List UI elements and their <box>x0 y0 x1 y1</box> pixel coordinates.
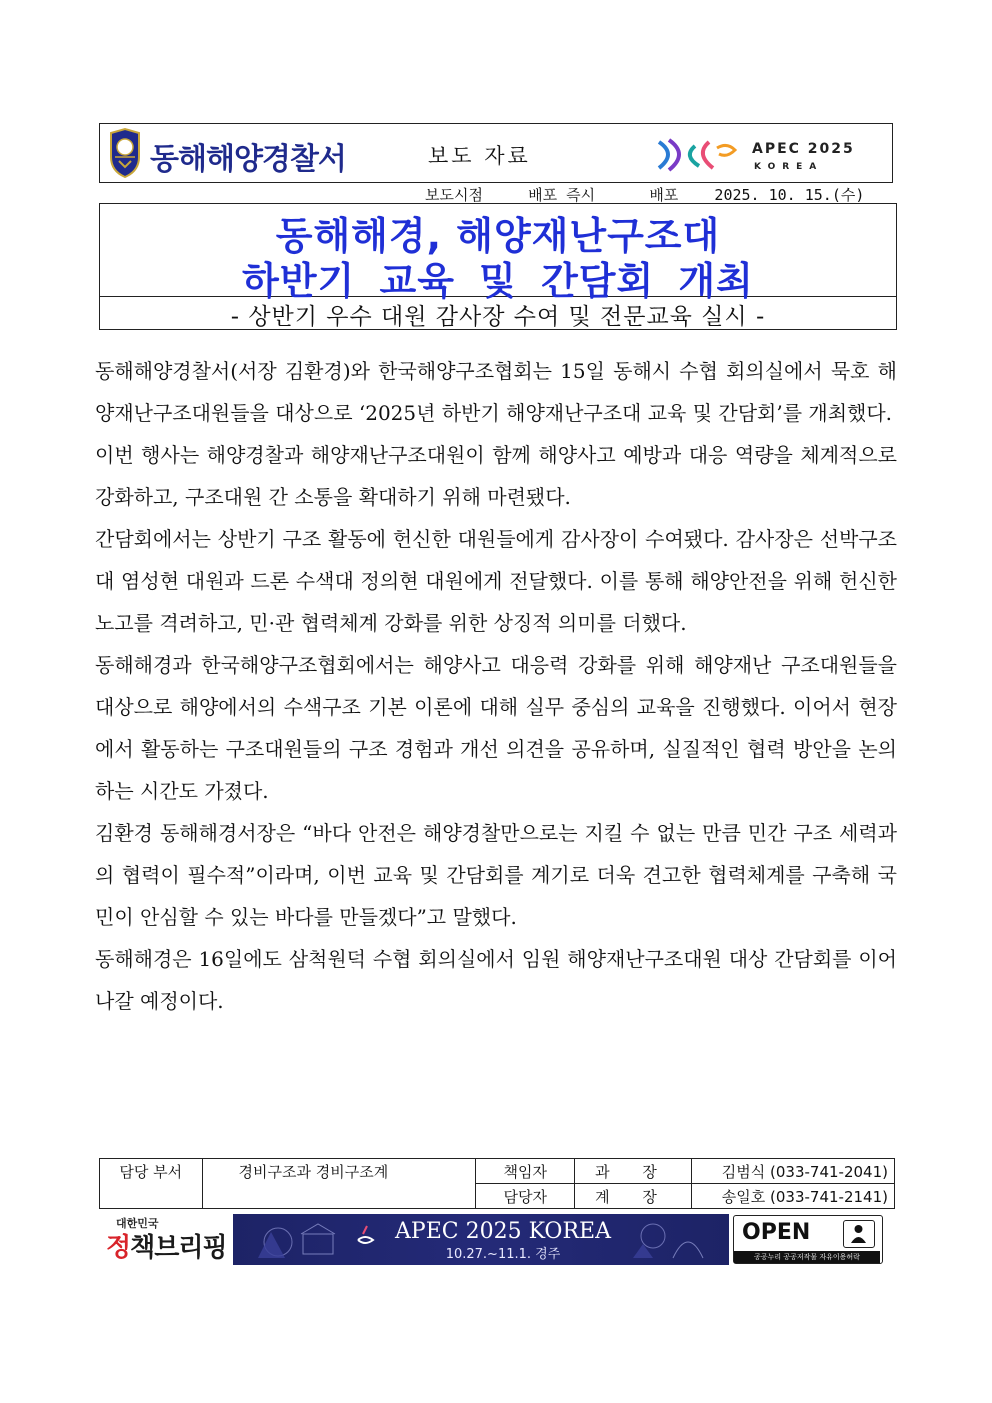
kogl-open-badge <box>733 1215 883 1264</box>
paragraph: 김환경 동해해경서장은 “바다 안전은 해양경찰만으로는 지킬 수 없는 만큼 민간 구조 세력과의 협력이 필수적”이라며, 이번 교육 및 간담회를 계기로 더욱 견고한 협력체계를 구축해 국민이 안심할 수 있는 바다를 만들겠다”고 말했다. <box>95 821 897 929</box>
apec-logo-line1: APEC 2025 <box>752 141 855 157</box>
banner-title: APEC 2025 KOREA <box>395 1219 611 1244</box>
contact-title: 계 장 <box>575 1184 692 1209</box>
headline-line-2: 하반기 교육 및 간담회 개최 <box>242 259 754 303</box>
apec-banner <box>233 1214 729 1265</box>
paragraph: 이번 행사는 해양경찰과 해양재난구조대원이 함께 해양사고 예방과 대응 역량을 체계적으로 강화하고, 구조대원 간 소통을 확대하기 위해 마련됐다. <box>95 443 897 509</box>
contact-title: 과 장 <box>575 1159 692 1184</box>
coast-guard-emblem-icon <box>107 127 143 179</box>
article-body <box>95 350 897 1022</box>
contact-role: 책임자 <box>476 1159 575 1184</box>
subheadline: - 상반기 우수 대원 감사장 수여 및 전문교육 실시 - <box>230 304 766 330</box>
doc-type-label: 보도 자료 <box>428 144 531 168</box>
contact-table <box>99 1158 895 1209</box>
policy-briefing-logo-rest: 책브리핑 <box>130 1233 227 1263</box>
policy-briefing-country: 대한민국 <box>116 1217 159 1230</box>
contact-person: 송일호 (033-741-2141) <box>691 1184 894 1209</box>
release-label: 보도시점 <box>425 186 483 204</box>
apec-logo-line2: KOREA <box>754 162 824 172</box>
release-date: 2025. 10. 15.(수) <box>714 186 865 204</box>
dept-label: 담당 부서 <box>100 1159 203 1209</box>
apec-2025-logo <box>655 132 865 176</box>
banner-dates: 10.27.~11.1. 경주 <box>445 1247 561 1262</box>
attribution-person-icon <box>843 1220 875 1248</box>
policy-briefing-logo-accent: 정 <box>106 1233 131 1263</box>
dept-name: 경비구조과 경비구조계 <box>202 1159 476 1209</box>
paragraph: 동해해양경찰서(서장 김환경)와 한국해양구조협회는 15일 동해시 수협 회의실에서 묵호 해양재난구조대원들을 대상으로 ‘2025년 하반기 해양재난구조대 교육 및 간담회’를 개최했다. <box>95 359 897 425</box>
table-row <box>100 1159 895 1184</box>
paragraph: 간담회에서는 상반기 구조 활동에 헌신한 대원들에게 감사장이 수여됐다. 감사장은 선박구조대 염성현 대원과 드론 수색대 정의현 대원에게 전달했다. 이를 통해 해양안전을 위해 헌신한 노고를 격려하고, 민·관 협력체계 강화를 위한 상징적 의미를 더했다. <box>95 527 897 635</box>
open-caption: 공공누리 공공저작물 자유이용허락 <box>734 1251 880 1263</box>
paragraph: 동해해경과 한국해양구조협회에서는 해양사고 대응력 강화를 위해 해양재난 구조대원들을 대상으로 해양에서의 수색구조 기본 이론에 대해 실무 중심의 교육을 진행했다. 이어서 현장에서 활동하는 구조대원들의 구조 경험과 개선 의견을 공유하며, 실질적인 협력 방안을 논의하는 시간도 가졌다. <box>95 653 897 803</box>
contact-person: 김범식 (033-741-2041) <box>691 1159 894 1184</box>
headline-line-1: 동해해경, 해양재난구조대 <box>275 214 721 258</box>
policy-briefing-logo <box>106 1227 227 1264</box>
contact-role: 담당자 <box>476 1184 575 1209</box>
distribution-label: 배포 <box>649 186 679 204</box>
paragraph: 동해해경은 16일에도 삼척원덕 수협 회의실에서 임원 해양재난구조대원 대상 간담회를 이어나갈 예정이다. <box>95 947 897 1013</box>
open-text: OPEN <box>742 1220 811 1245</box>
org-name: 동해해양경찰서 <box>150 142 346 177</box>
release-info <box>425 184 864 205</box>
release-timing: 배포 즉시 <box>528 186 596 204</box>
